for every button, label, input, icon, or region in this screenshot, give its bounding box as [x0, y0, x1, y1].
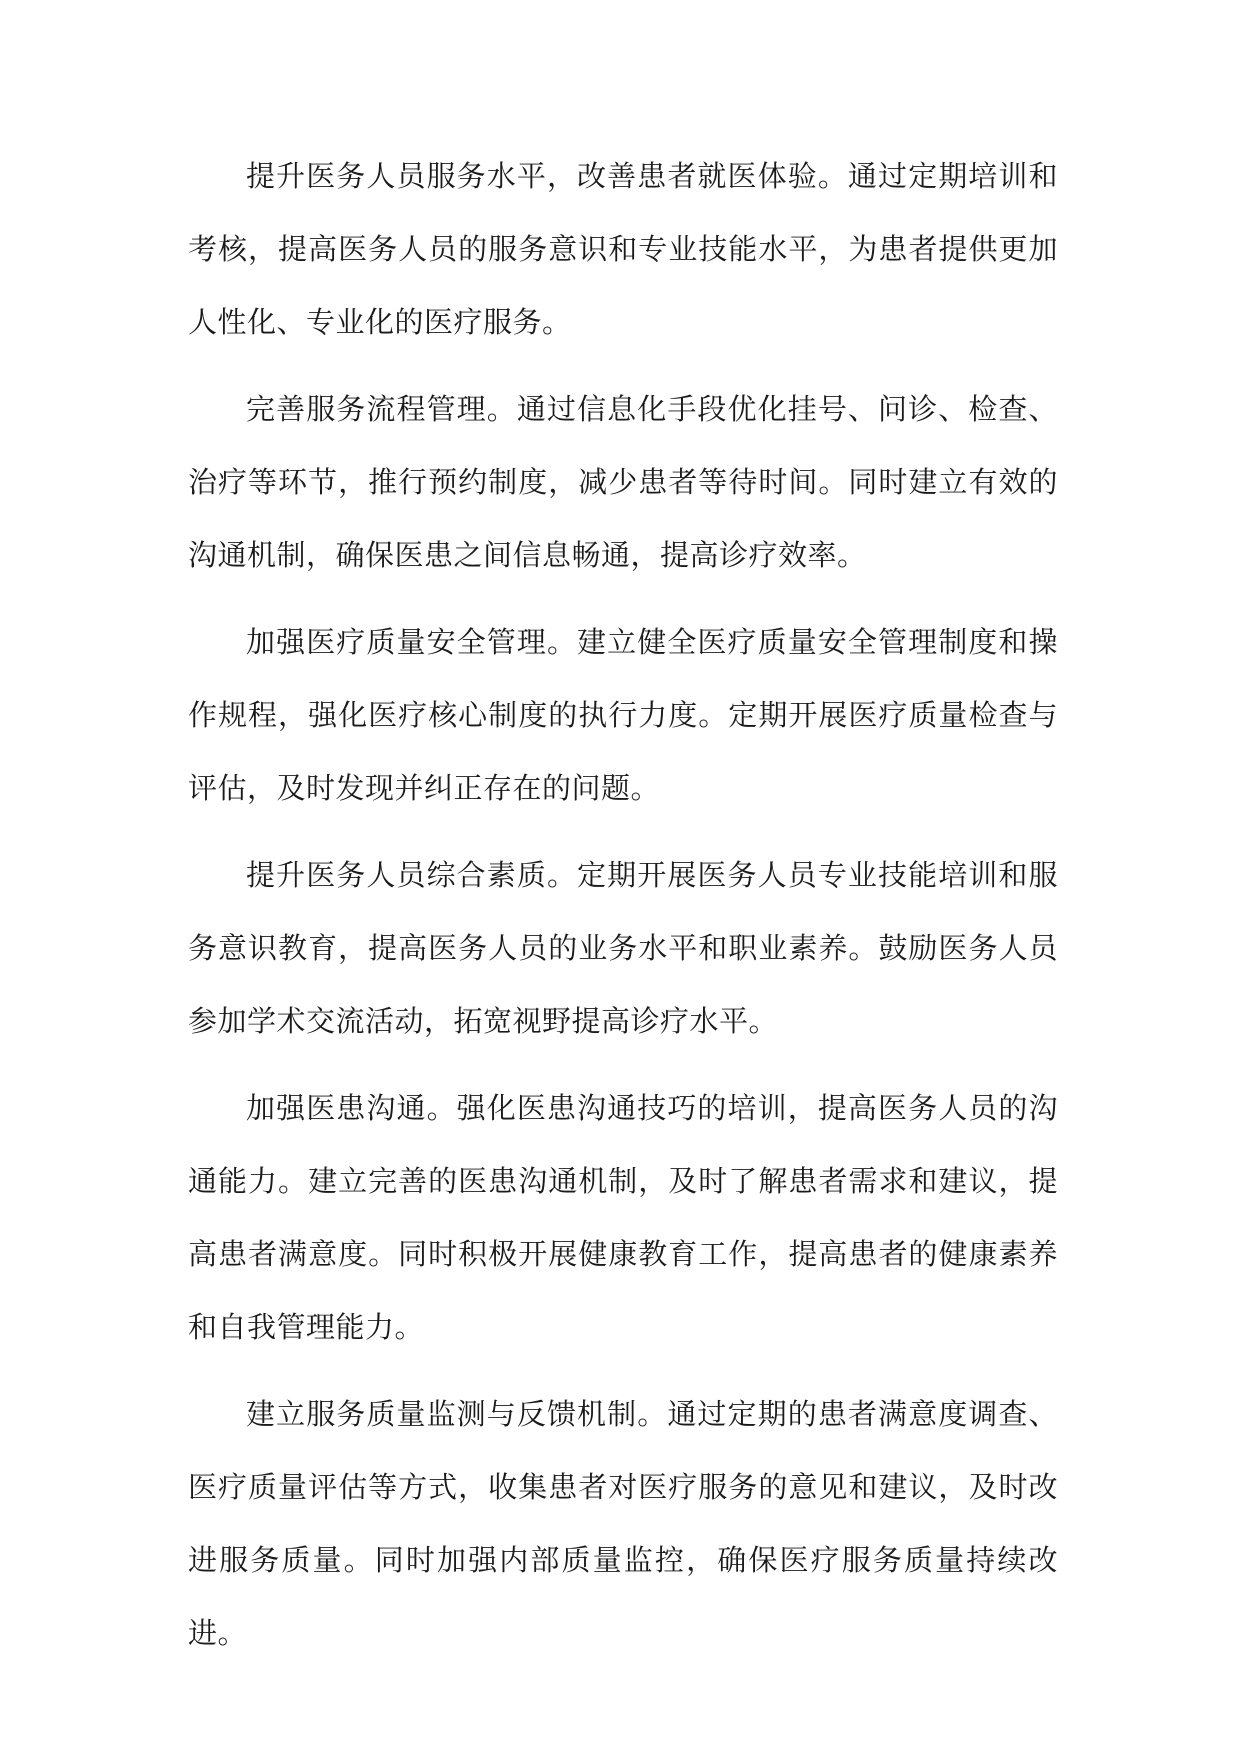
- paragraph-process-management: 完善服务流程管理。通过信息化手段优化挂号、问诊、检查、治疗等环节，推行预约制度，减少患者等待时间。同时建立有效的沟通机制，确保医患之间信息畅通，提高诊疗效率。: [188, 392, 1058, 572]
- paragraph-staff-quality: 提升医务人员综合素质。定期开展医务人员专业技能培训和服务意识教育，提高医务人员的业务水平和职业素养。鼓励医务人员参加学术交流活动，拓宽视野提高诊疗水平。: [188, 858, 1058, 1038]
- paragraph-quality-safety: 加强医疗质量安全管理。建立健全医疗质量安全管理制度和操作规程，强化医疗核心制度的执行力度。定期开展医疗质量检查与评估，及时发现并纠正存在的问题。: [188, 625, 1058, 805]
- paragraph-feedback-mechanism: 建立服务质量监测与反馈机制。通过定期的患者满意度调查、医疗质量评估等方式，收集患者对医疗服务的意见和建议，及时改进服务质量。同时加强内部质量监控，确保医疗服务质量持续改进。: [188, 1397, 1058, 1650]
- paragraph-service-level: 提升医务人员服务水平，改善患者就医体验。通过定期培训和考核，提高医务人员的服务意识和专业技能水平，为患者提供更加人性化、专业化的医疗服务。: [188, 159, 1058, 339]
- document-body: [188, 140, 1058, 1684]
- paragraph-communication: 加强医患沟通。强化医患沟通技巧的培训，提高医务人员的沟通能力。建立完善的医患沟通机制，及时了解患者需求和建议，提高患者满意度。同时积极开展健康教育工作，提高患者的健康素养和自我管理能力。: [188, 1091, 1058, 1344]
